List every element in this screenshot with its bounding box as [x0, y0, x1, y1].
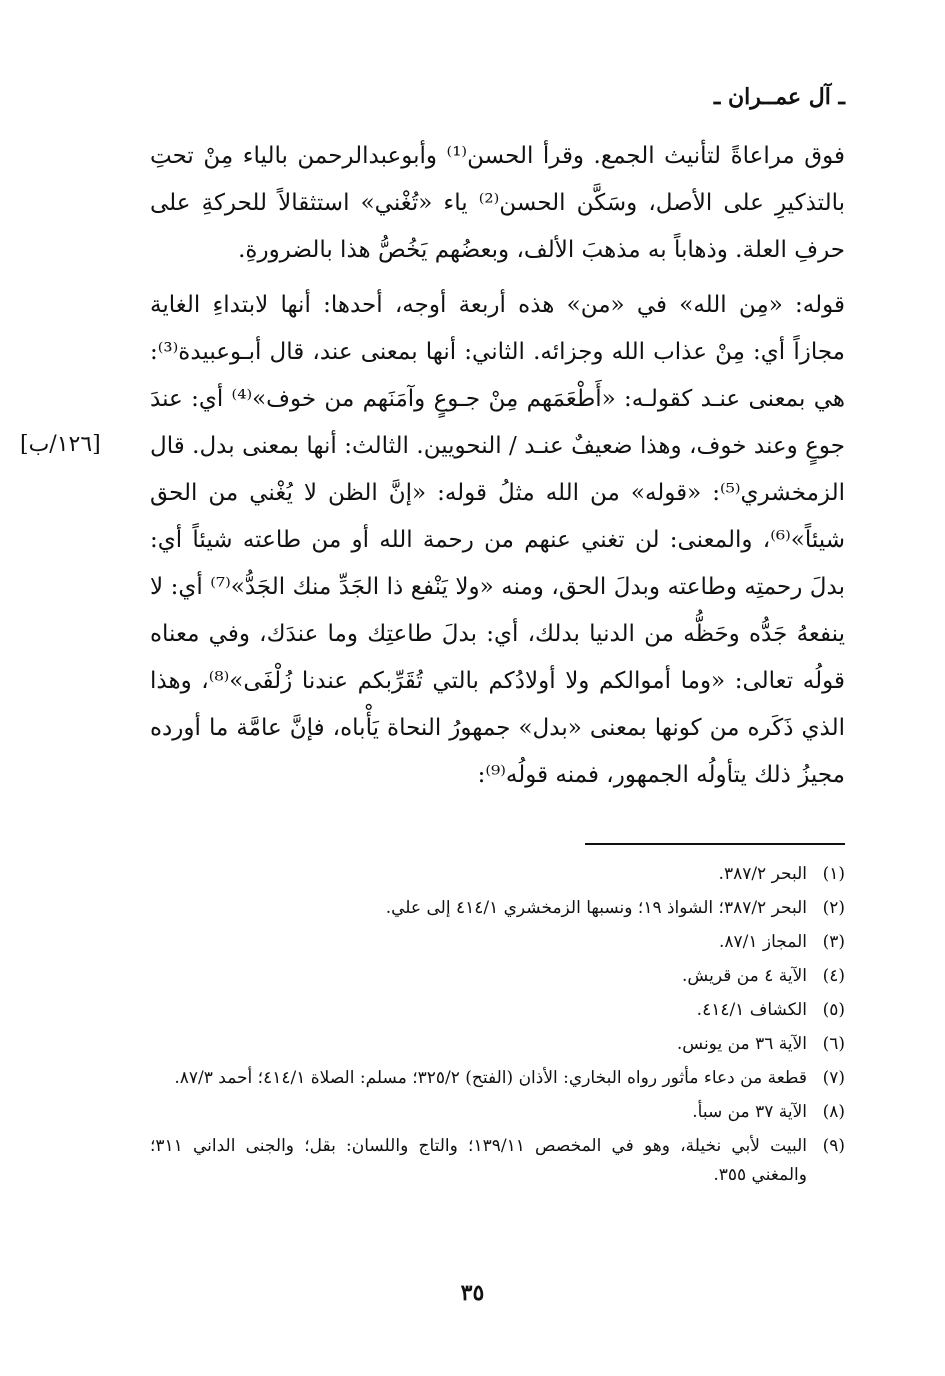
main-text [150, 133, 845, 799]
running-header: ـ آل عمــران ـ [713, 84, 845, 110]
footnote [150, 1064, 845, 1093]
footnote [150, 996, 845, 1025]
page-number: ٣٥ [460, 1280, 485, 1306]
footnote-text: المجاز ٨٧/١. [718, 932, 807, 952]
footnote [150, 894, 845, 923]
footnote [150, 962, 845, 991]
footnote-number: (٨) [822, 1102, 845, 1122]
footnote [150, 1132, 845, 1190]
footnote-number: (٢) [822, 898, 845, 918]
footnote-number: (١) [822, 864, 845, 884]
footnote-text: البحر ٣٨٧/٢؛ الشواذ ١٩؛ ونسبها الزمخشري ٤١٤/١ إلى علي. [385, 898, 807, 918]
footnote-text: البيت لأبي نخيلة، وهو في المخصص ١٣٩/١١؛ والتاج واللسان: بقل؛ والجنى الداني ٣١١؛ والمغني ٣٥٥. [150, 1136, 808, 1185]
footnote-text: الآية ٣٦ من يونس. [676, 1034, 807, 1054]
footnote-number: (٦) [822, 1034, 845, 1054]
footnote [150, 860, 845, 889]
footnote-divider [585, 843, 845, 845]
footnote [150, 1030, 845, 1059]
body-paragraph-1: فوق مراعاةً لتأنيث الجمع. وقرأ الحسن⁽¹⁾ وأبوعبدالرحمن بالياء مِنْ تحتِ بالتذكيرِ على الأصل، وسَكَّن الحسن⁽²⁾ ياء «تُغْني» استثقالاً للحركةِ على حرفِ العلة. وذهاباً به مذهبَ الألف، وبعضُهم يَخُصُّ هذا بالضرورةِ. [150, 143, 845, 263]
footnote-text: قطعة من دعاء مأثور رواه البخاري: الأذان (الفتح) ٣٢٥/٢؛ مسلم: الصلاة ٤١٤/١؛ أحمد ٨٧/٣. [174, 1068, 807, 1088]
footnote-number: (٩) [822, 1136, 845, 1156]
footnote-number: (٣) [822, 932, 845, 952]
footnotes [150, 860, 845, 1195]
footnote-text: البحر ٣٨٧/٢. [718, 864, 807, 884]
footnote-number: (٥) [822, 1000, 845, 1020]
footnote-text: الآية ٣٧ من سبأ. [692, 1102, 807, 1122]
footnote [150, 1098, 845, 1127]
body-paragraph-2: قوله: «مِن الله» في «من» هذه أربعة أوجه، أحدها: أنها لابتداءِ الغاية مجازاً أي: مِنْ عذاب الله وجزائه. الثاني: أنها بمعنى عند، قال أبـوعبيدة⁽³⁾: هي بمعنى عنـد كقولـه: «أَطْعَمَهم مِنْ جـوعٍ وآمَنَهم من خوف»⁽⁴⁾ أي: عندَ جوعٍ وعند خوف، وهذا ضعيفٌ عنـد / النحويين. الثالث: أنها بمعنى بدل. قال الزمخشري⁽⁵⁾: «قوله» من الله مثلُ قوله: «إنَّ الظن لا يُغْني من الحق شيئاً»⁽⁶⁾، والمعنى: لن تغني عنهم من رحمة الله أو من طاعته شيئاً أي: بدلَ رحمتِه وطاعته وبدلَ الحق، ومنه «ولا يَنْفع ذا الجَدِّ منك الجَدُّ»⁽⁷⁾ أي: لا ينفعهُ جَدُّه وحَظُّه من الدنيا بدلك، أي: بدلَ طاعتِك وما عندَك، وفي معناه قولُه تعالى: «وما أموالكم ولا أولادُكم بالتي تُقَرِّبكم عندنا زُلْفَى»⁽⁸⁾، وهذا الذي ذَكَره من كونها بمعنى «بدل» جمهورُ النحاة يَأْباه، فإنَّ عامَّة ما أورده مجيزُ ذلك يتأولُه الجمهور، فمنه قولُه⁽⁹⁾: [150, 292, 846, 788]
manuscript-folio-marker: [١٢٦/ب] [20, 432, 101, 457]
footnote-text: الآية ٤ من قريش. [682, 966, 807, 986]
footnote [150, 928, 845, 957]
footnote-number: (٤) [822, 966, 845, 986]
footnote-text: الكشاف ٤١٤/١. [696, 1000, 807, 1020]
footnote-number: (٧) [822, 1068, 845, 1088]
